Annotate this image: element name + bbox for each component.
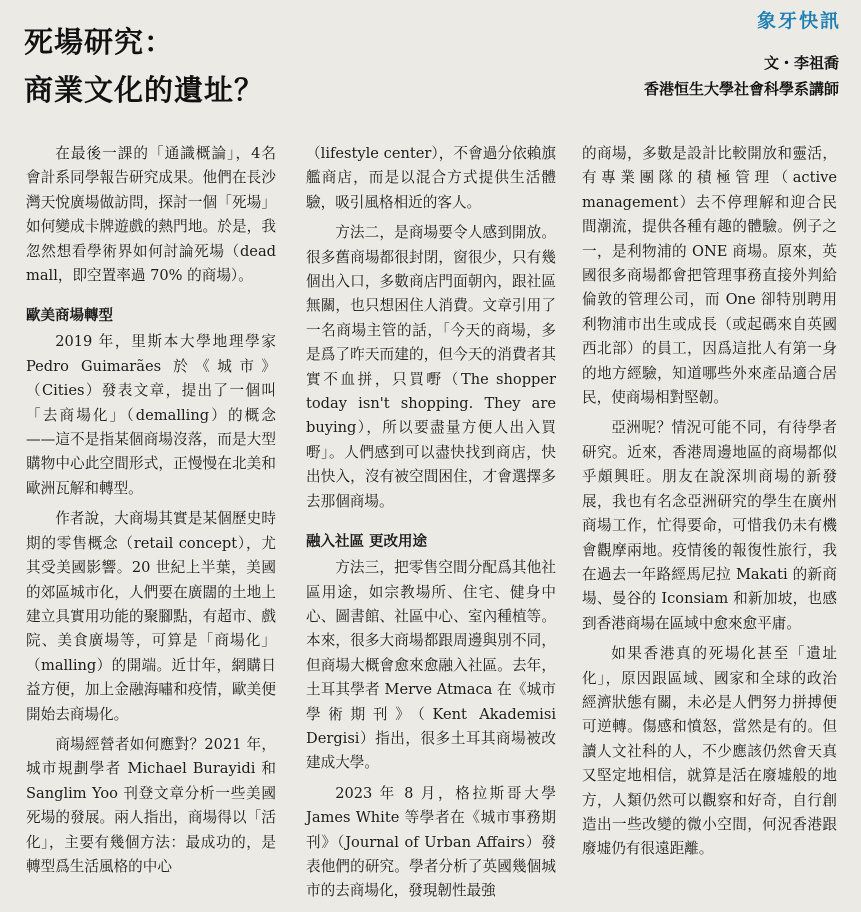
paragraph: （lifestyle center），不會過分依賴旗艦商店，而是以混合方式提供生活體驗，吸引風格相近的客人。 [306, 145, 556, 211]
headline [24, 18, 264, 114]
paragraph: 方法二，是商場要令人感到開放。很多舊商場都很封閉，窗很少，只有幾個出入口，多數商店門面朝內，跟社區無關，也只想困住人消費。文章引用了一名商場主管的話，「今天的商場，多是爲了昨天而建的，但今天的消費者其實不血拼，只買嘢（The shopper today isn't shopping. They are buying），所以要盡量方便人出入買嘢」。人們感到可以盡快找到商店，快出快入，沒有被空間困住，才會選擇多去那個商場。 [306, 224, 556, 510]
subheading: 歐美商場轉型 [26, 308, 113, 325]
paragraph: 的商場，多數是設計比較開放和靈活，有專業團隊的積極管理（active management）去不停理解和迎合民間潮流，提供各種有趣的體驗。例子之一，是利物浦的 ONE 商場。原來，英國很多商場都會把管理事務直接外判給倫敦的管理公司，而 One 卻特別聘用利物浦市出生或成長（或起碼來自英國西北部）的員工，因爲這批人有第一身的地方經驗，知道哪些外來產品適合居民，使商場相對堅韌。 [582, 145, 837, 407]
paragraph: 商場經營者如何應對？2021 年，城市規劃學者 Michael Burayidi 和 Sanglim Yoo 刊登文章分析一些美國死場的發展。兩人指出，商場得以「活化」，主要有幾個方法：最成功的，是轉型爲生活風格的中心 [26, 735, 276, 875]
headline-line-2: 商業文化的遺址？ [24, 73, 265, 107]
headline-line-1: 死場研究： [24, 25, 175, 59]
paragraph: 作者說，大商場其實是某個歷史時期的零售概念（retail concept），尤其受美國影響。20 世紀上半葉，美國的郊區城市化，人們要在廣闊的土地上建立具實用功能的聚腳點，有超市、戲院、美食廣場等，可算是「商場化」（malling）的開端。近廿年，網購日益方便，加上金融海嘯和疫情，歐美便開始去商場化。 [26, 510, 276, 723]
paragraph: 如果香港真的死場化甚至「遺址化」，原因跟區域、國家和全球的政治經濟狀態有關，未必是人們努力拼搏便可逆轉。傷感和憤怒，當然是有的。但讀人文社科的人，不少應該仍然會天真又堅定地相信，就算是活在廢墟般的地方，人類仍然可以觀察和好奇，自行創造出一些改變的微小空間，何況香港跟廢墟仍有很遠距離。 [582, 645, 837, 858]
paragraph: 在最後一課的「通識概論」，4名會計系同學報告研究成果。他們在長沙灣天悅廣場做訪問，探討一個「死場」如何變成卡牌遊戲的熱門地。於是，我忽然想看學術界如何討論死場（dead mall，即空置率過 70% 的商場）。 [26, 145, 276, 285]
subheading: 融入社區 更改用途 [306, 534, 428, 551]
author-name: 文・李祖喬 [763, 54, 839, 72]
article-column-2 [306, 142, 556, 910]
article-column-1 [26, 142, 276, 885]
paragraph: 2023 年 8 月，格拉斯哥大學 James White 等學者在《城市事務期刊》（Journal of Urban Affairs）發表他們的研究。學者分析了英國幾個城市的去商場化，發現韌性最強 [306, 784, 556, 900]
paragraph: 方法三，把零售空間分配爲其他社區用途，如宗教場所、住宅、健身中心、圖書館、社區中心、室內種植等。本來，很多大商場都跟周邊與別不同，但商場大概會愈來愈融入社區。去年，土耳其學者 Merve Atmaca 在《城市學術期刊》（Kent Akademisi Dergisi）指出，很多土耳其商場被改建成大學。 [306, 559, 556, 772]
byline [644, 50, 839, 102]
article-column-3 [582, 142, 837, 868]
author-title: 香港恒生大學社會科學系講師 [643, 80, 839, 98]
paragraph: 亞洲呢？情況可能不同，有待學者研究。近來，香港周邊地區的商場都似乎頗興旺。朋友在說深圳商場的新發展，我也有名念亞洲研究的學生在廣州商場工作，忙得要命，可惜我仍未有機會觀摩兩地。疫情後的報復性旅行，我在過去一年路經馬尼拉 Makati 的新商場、曼谷的 Iconsiam 和新加坡，也感到香港商場在區域中愈來愈平庸。 [582, 419, 837, 632]
paragraph: 2019 年，里斯本大學地理學家 Pedro Guimarães 於《城市》（Cities）發表文章，提出了一個叫「去商場化」（demalling）的概念——這不是指某個商場沒落，而是大型購物中心此空間形式，正慢慢在北美和歐洲瓦解和轉型。 [26, 333, 276, 497]
column-name: 象牙快訊 [756, 10, 841, 32]
